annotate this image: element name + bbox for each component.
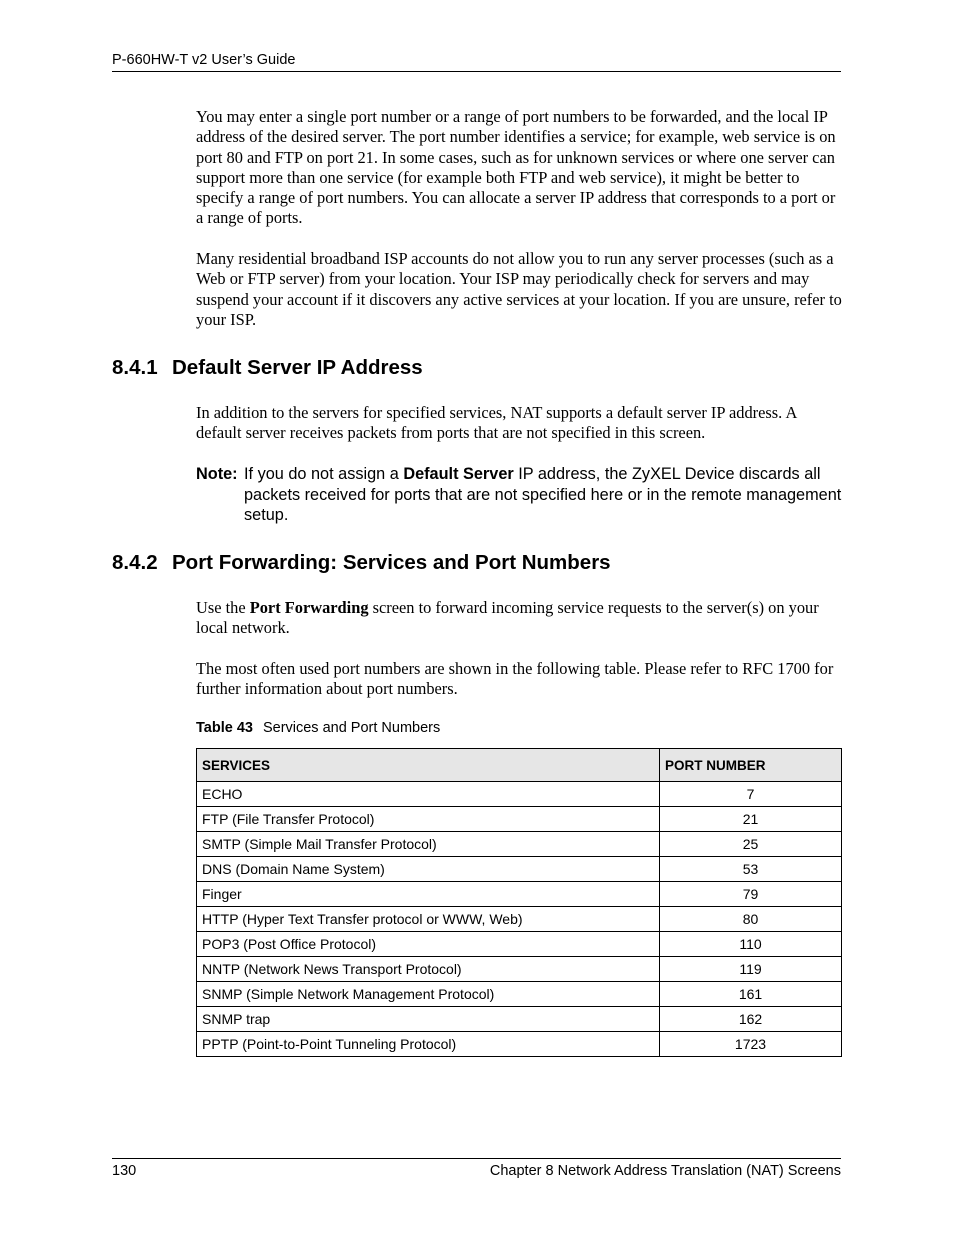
service-cell: POP3 (Post Office Protocol) [197, 932, 660, 957]
service-cell: HTTP (Hyper Text Transfer protocol or WWW, Web) [197, 907, 660, 932]
section2-paragraph-1 [196, 598, 844, 639]
page-number: 130 [112, 1163, 137, 1179]
service-cell: Finger [197, 882, 660, 907]
table-row [197, 907, 842, 932]
para-text-pre: Use the [196, 598, 250, 617]
header-port-number: PORT NUMBER [660, 749, 842, 782]
section-heading-8-4-2 [112, 551, 611, 575]
service-cell: SNMP (Simple Network Management Protocol) [197, 982, 660, 1007]
table-row [197, 957, 842, 982]
section-title: Port Forwarding: Services and Port Numbers [172, 551, 611, 574]
header-services: SERVICES [197, 749, 660, 782]
port-cell: 7 [660, 782, 842, 807]
service-cell: SNMP trap [197, 1007, 660, 1032]
para-text-bold: Port Forwarding [249, 598, 369, 617]
service-cell: FTP (File Transfer Protocol) [197, 807, 660, 832]
service-cell: DNS (Domain Name System) [197, 857, 660, 882]
service-cell: PPTP (Point-to-Point Tunneling Protocol) [197, 1032, 660, 1057]
table-header-row [197, 749, 842, 782]
section2-paragraph-2: The most often used port numbers are shown in the following table. Please refer to RFC 1700 for further information about port numbers. [196, 659, 834, 699]
table-row [197, 932, 842, 957]
section-number: 8.4.1 [112, 356, 158, 379]
table-row [197, 882, 842, 907]
note-text-post: IP address, the ZyXEL Device discards all packets received for ports that are not specified here or in the remote management setup. [244, 465, 842, 524]
table-row [197, 1007, 842, 1032]
port-cell: 79 [660, 882, 842, 907]
port-cell: 119 [660, 957, 842, 982]
services-table [196, 748, 842, 1057]
chapter-title: Chapter 8 Network Address Translation (NAT) Screens [489, 1163, 841, 1179]
note-box [196, 464, 844, 526]
note-text-pre: If you do not assign a [244, 465, 404, 483]
intro-paragraph-1: You may enter a single port number or a range of port numbers to be forwarded, and the local IP address of the desired server. The port number identifies a service; for example, web service is on port 80 and FTP on port 21. In some cases, such as for unknown services or where one server can support more than one service (for example both FTP and web service), it might be better to specify a range of port numbers. You can allocate a server IP address that corresponds to a port or a range of ports. [196, 107, 836, 228]
port-cell: 162 [660, 1007, 842, 1032]
table-row [197, 807, 842, 832]
service-cell: NNTP (Network News Transport Protocol) [197, 957, 660, 982]
table-row [197, 1032, 842, 1057]
service-cell: ECHO [197, 782, 660, 807]
port-cell: 161 [660, 982, 842, 1007]
port-cell: 1723 [660, 1032, 842, 1057]
table-caption-text: Services and Port Numbers [262, 720, 441, 736]
page-footer [112, 1158, 841, 1179]
table-label: Table 43 [196, 720, 253, 736]
service-cell: SMTP (Simple Mail Transfer Protocol) [197, 832, 660, 857]
page-header [112, 52, 841, 72]
section-title: Default Server IP Address [172, 356, 423, 379]
port-cell: 110 [660, 932, 842, 957]
port-cell: 80 [660, 907, 842, 932]
note-text-bold: Default Server [403, 465, 514, 483]
intro-paragraph-2: Many residential broadband ISP accounts do not allow you to run any server processes (such as a Web or FTP server) from your location. Your ISP may periodically check for servers and may suspend your account if it discovers any active services at your location. If you are unsure, refer to your ISP. [196, 249, 842, 329]
section1-paragraph: In addition to the servers for specified services, NAT supports a default server IP address. A default server receives packets from ports that are not specified in this screen. [196, 403, 797, 443]
para-text-post: screen to forward incoming service requests to the server(s) on your local network. [196, 598, 819, 638]
section-number: 8.4.2 [112, 551, 158, 574]
section-heading-8-4-1 [112, 356, 423, 380]
note-text [244, 464, 844, 526]
table-row [197, 832, 842, 857]
note-label: Note: [196, 465, 238, 483]
port-cell: 25 [660, 832, 842, 857]
guide-title: P-660HW-T v2 User’s Guide [112, 52, 296, 68]
table-row [197, 782, 842, 807]
table-row [197, 857, 842, 882]
table-caption [196, 720, 440, 736]
table-row [197, 982, 842, 1007]
port-cell: 53 [660, 857, 842, 882]
port-cell: 21 [660, 807, 842, 832]
